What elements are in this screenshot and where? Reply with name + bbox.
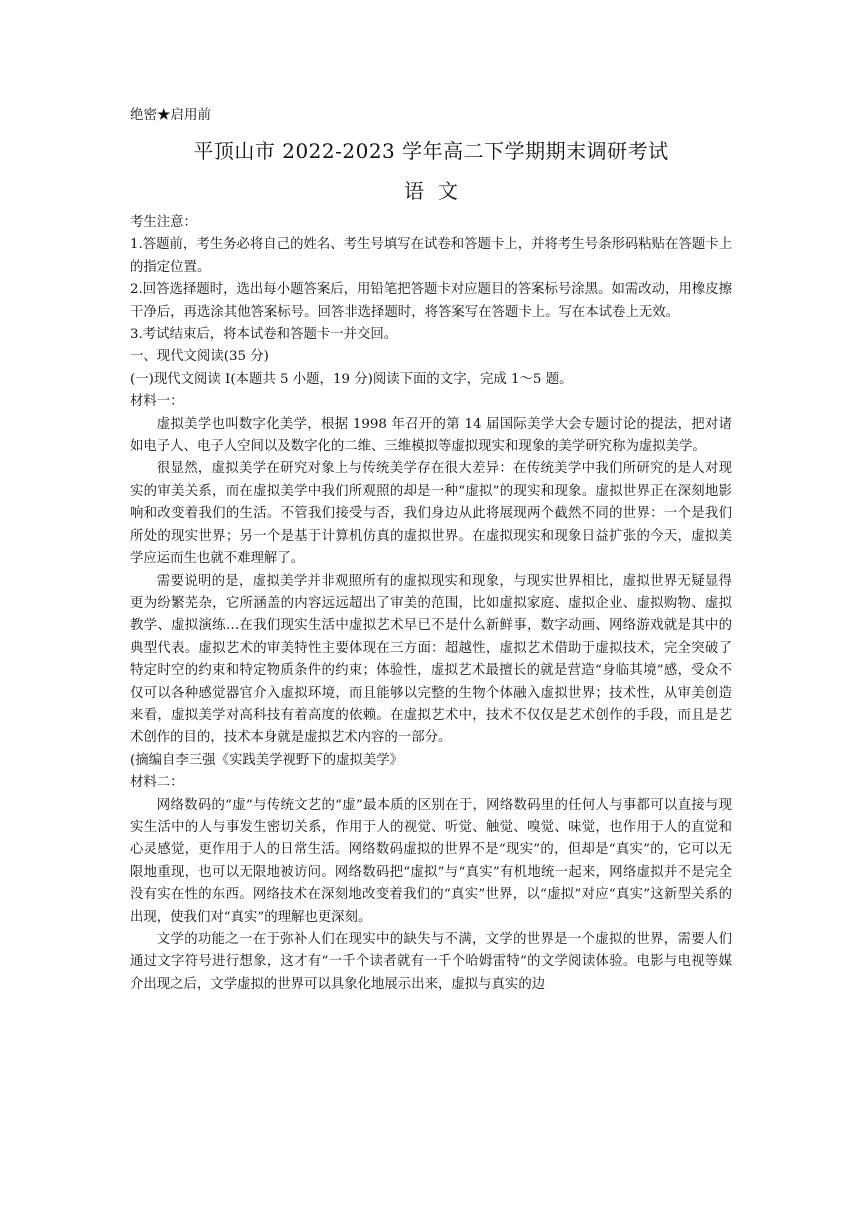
subject-title: 语文 xyxy=(404,179,472,203)
material1-paragraph: 需要说明的是，虚拟美学并非观照所有的虚拟现实和现象，与现实世界相比，虚拟世界无疑显得更为纷繁芜杂，它所涵盖的内容远远超出了审美的范围，比如虚拟家庭、虚拟企业、虚拟购物、虚拟教学、虚拟演练…在我们现实生活中虚拟艺术早已不是什么新鲜事，数字动画、网络游戏就是其中的典型代表。虚拟艺术的审美特性主要体现在三方面：超越性，虚拟艺术借助于虚拟技术，完全突破了特定时空的约束和特定物质条件的约束；体验性，虚拟艺术最擅长的就是营造“身临其境”感，受众不仅可以各种感觉器官介入虚拟环境，而且能够以完整的生物个体融入虚拟世界；技术性，从审美创造来看，虚拟美学对高科技有着高度的依赖。在虚拟艺术中，技术不仅仅是艺术创作的手段，而且是艺术创作的目的，技术本身就是虚拟艺术内容的一部分。 xyxy=(130,573,732,746)
exam-title: 平顶山市 2022-2023 学年高二下学期期末调研考试 xyxy=(193,139,669,163)
notice-item-2: 2.回答选择题时，选出每小题答案后，用铅笔把答题卡对应题目的答案标号涂黑。如需改动，用橡皮擦干净后，再选涂其他答案标号。回答非选择题时，将答案写在答题卡上。写在本试卷上无效。 xyxy=(130,282,732,320)
material1-paragraph: 虚拟美学也叫数字化美学，根据 1998 年召开的第 14 届国际美学大会专题讨论的提法，把对诸如电子人、电子人空间以及数字化的二维、三维模拟等虚拟现实和现象的美学研究称为虚拟美学。 xyxy=(130,416,732,455)
material2-label: 材料二： xyxy=(130,775,184,791)
notice-heading: 考生注意： xyxy=(130,215,197,230)
material1-paragraph: 很显然，虚拟美学在研究对象上与传统美学存在很大差异：在传统美学中我们所研究的是人对现实的审美关系，而在虚拟美学中我们所观照的却是一种“虚拟”的现实和现象。虚拟世界正在深刻地影响和改变着我们的生活。不管我们接受与否，我们身边从此将展现两个截然不同的世界：一个是我们所处的现实世界；另一个是基于计算机仿真的虚拟世界。在虚拟现实和现象日益扩张的今天，虚拟美学应运而生也就不难理解了。 xyxy=(130,461,732,567)
notice-item-3: 3.考试结束后，将本试卷和答题卡一并交回。 xyxy=(130,327,398,343)
section-sub-heading: (一)现代文阅读 I(本题共 5 小题，19 分)阅读下面的文字，完成 1～5 题。 xyxy=(130,371,573,387)
confidential-mark: 绝密★启用前 xyxy=(130,107,211,123)
material1-label: 材料一： xyxy=(130,394,184,410)
exam-page xyxy=(130,100,732,996)
section-heading: 一、现代文阅读(35 分) xyxy=(130,349,269,365)
material2-paragraph: 网络数码的“虚”与传统文艺的“虚”最本质的区别在于，网络数码里的任何人与事都可以直接与现实生活中的人与事发生密切关系，作用于人的视觉、听觉、触觉、嗅觉、味觉，也作用于人的直觉和心灵感觉，更作用于人的日常生活。网络数码虚拟的世界不是“现实”的，但却是“真实”的，它可以无限地重现，也可以无限地被访问。网络数码把“虚拟”与“真实”有机地统一起来，网络虚拟并不是完全没有实在性的东西。网络技术在深刻地改变着我们的“真实”世界，以“虚拟”对应“真实”这新型关系的出现，使我们对“真实”的理解也更深刻。 xyxy=(130,797,732,925)
notice-item-1: 1.答题前，考生务必将自己的姓名、考生号填写在试卷和答题卡上，并将考生号条形码粘贴在答题卡上的指定位置。 xyxy=(130,237,732,275)
material1-source: (摘编自李三强《实践美学视野下的虚拟美学》 xyxy=(130,752,404,768)
material2-paragraph: 文学的功能之一在于弥补人们在现实中的缺失与不满，文学的世界是一个虚拟的世界，需要人们通过文字符号进行想象，这才有“一千个读者就有一千个哈姆雷特”的文学阅读体验。电影与电视等媒介出现之后，文学虚拟的世界可以具象化地展示出来，虚拟与真实的边 xyxy=(130,932,732,992)
